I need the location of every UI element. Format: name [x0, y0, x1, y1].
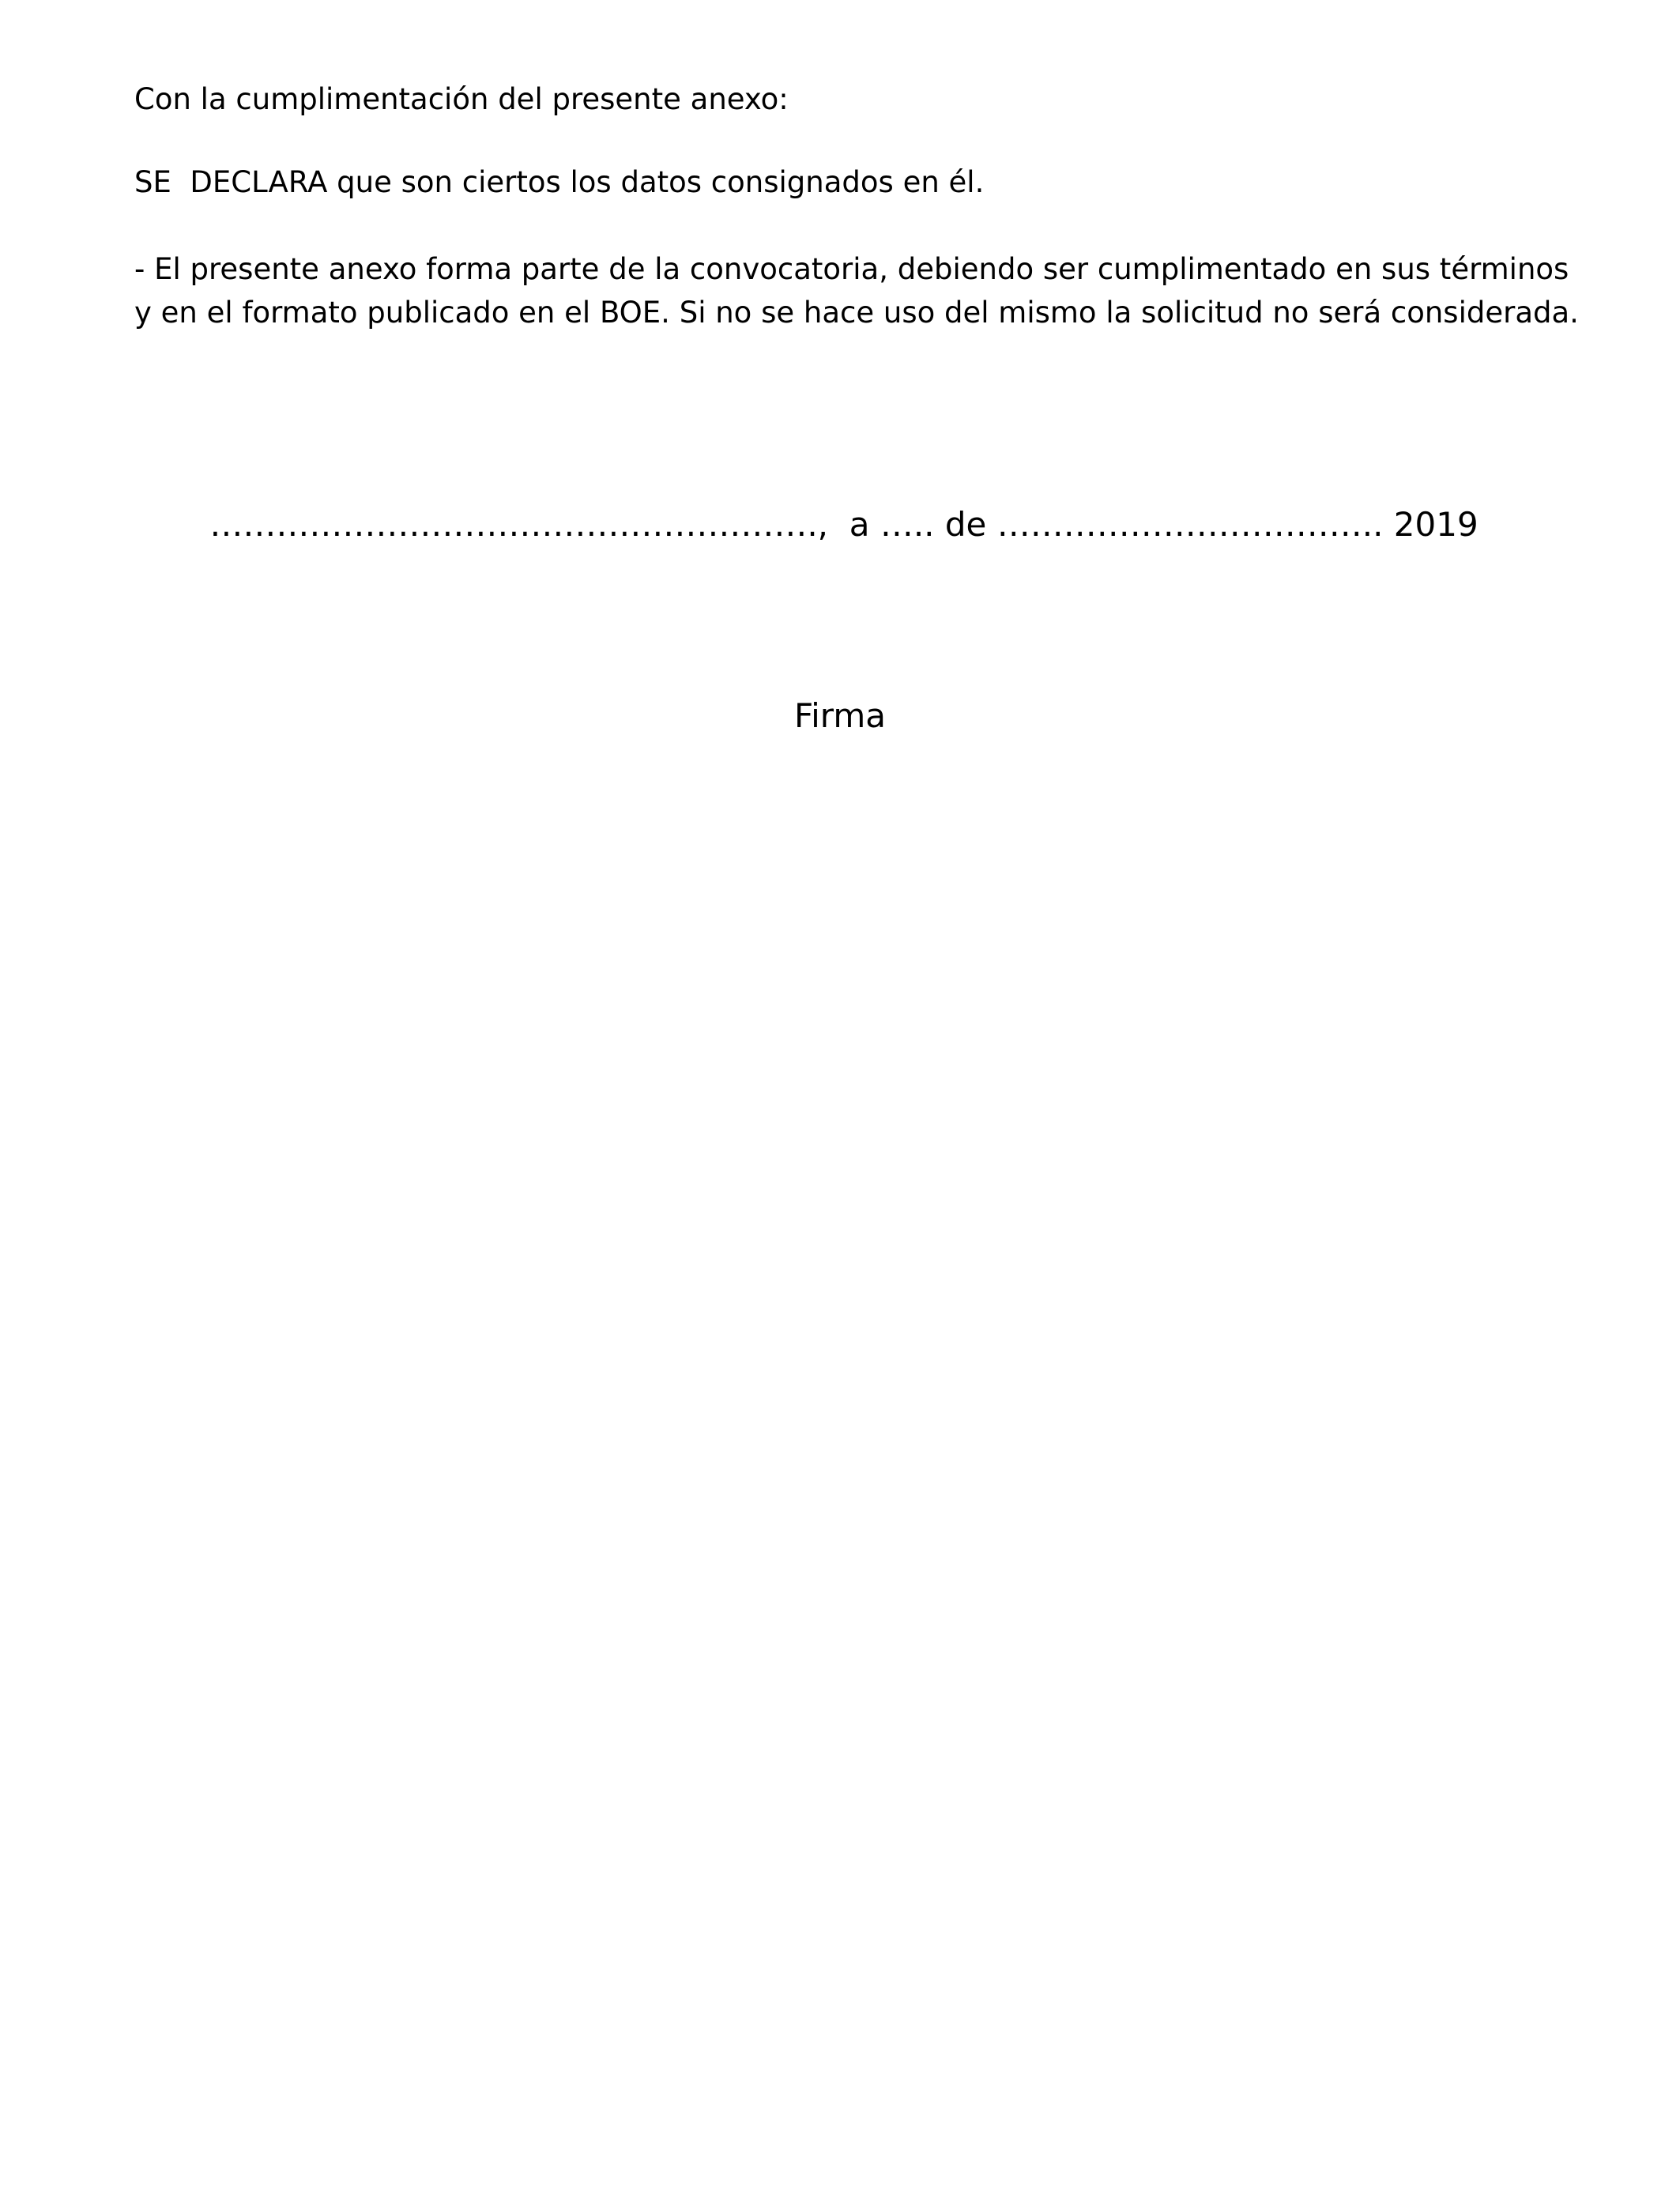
- notice-text-line-1: - El presente anexo forma parte de la convocatoria, debiendo ser cumplimentado en sus términos: [134, 252, 1569, 286]
- notice-text-line-2: y en el formato publicado en el BOE. Si no se hace uso del mismo la solicitud no será considerada.: [134, 296, 1579, 330]
- place-date-line: ………………………………………………., a ….. de …………………………….. 2019: [209, 505, 1478, 544]
- signature-label: Firma: [794, 696, 886, 735]
- declaration-text: SE DECLARA que son ciertos los datos consignados en él.: [134, 165, 985, 199]
- intro-text: Con la cumplimentación del presente anexo:: [134, 82, 789, 116]
